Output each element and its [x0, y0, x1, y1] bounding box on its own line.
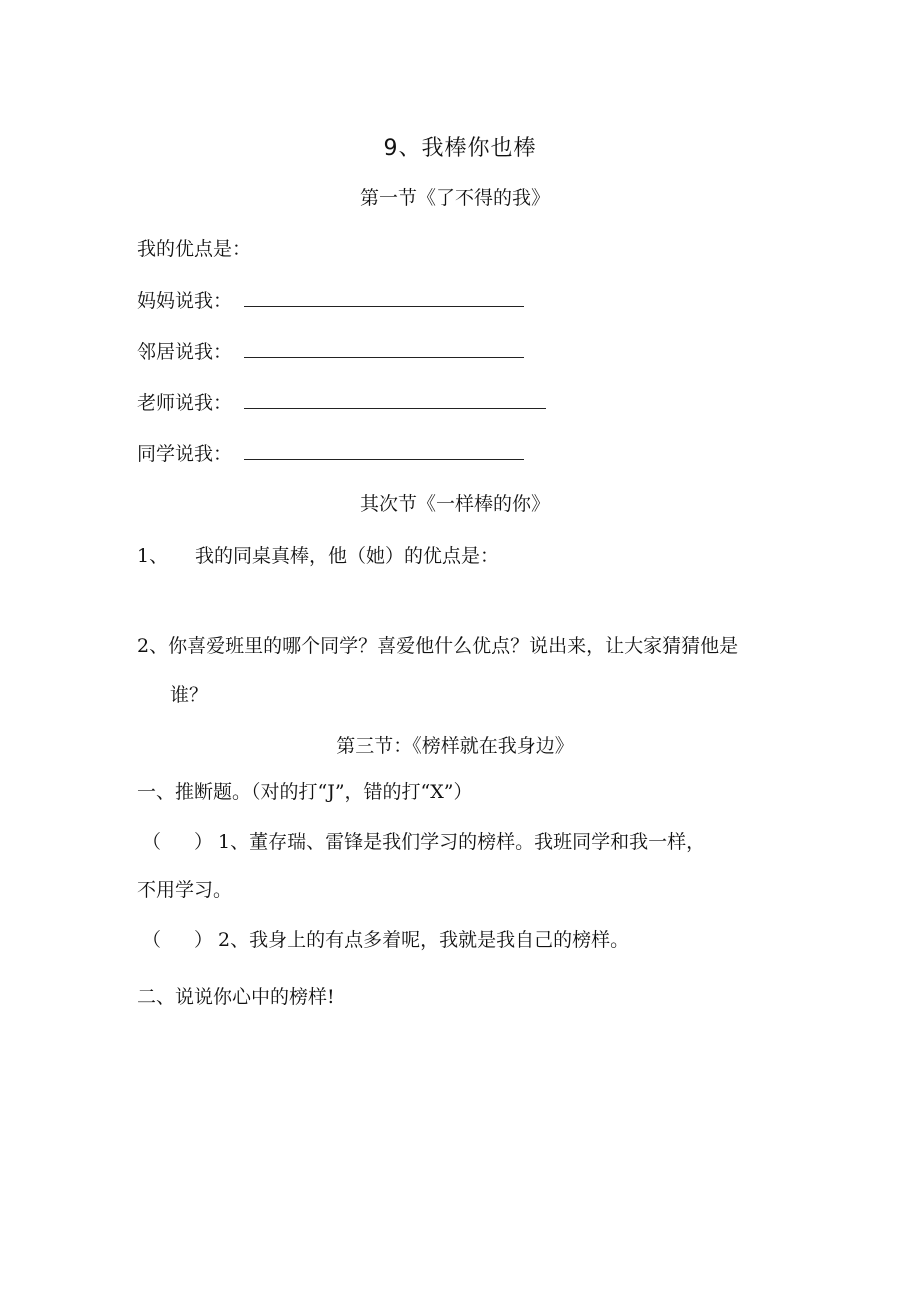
- section3-heading: 第三节：《榜样就在我身边》: [336, 735, 574, 757]
- section1-intro: 我的优点是：: [137, 238, 252, 260]
- part1-title: 一、推断题。（对的打“J”，错的打“X”）: [137, 781, 473, 803]
- item2-answer-slot[interactable]: [162, 931, 196, 951]
- item1-paren-close: ）: [194, 831, 214, 853]
- classmate-says-blank[interactable]: [244, 459, 524, 460]
- item1-paren-open: （: [142, 831, 162, 853]
- teacher-says-blank[interactable]: [244, 408, 546, 409]
- item1-text-line2: 不用学习。: [137, 879, 233, 901]
- item2-paren-close: ）: [194, 929, 214, 951]
- page-title: 9、我棒你也棒: [383, 136, 537, 161]
- mom-says-blank[interactable]: [244, 306, 524, 307]
- section2-heading: 其次节《一样棒的你》: [359, 493, 550, 515]
- item1-text-line1: 1、董存瑞、雷锋是我们学习的榜样。我班同学和我一样，: [218, 831, 706, 853]
- question-2-line2: 谁？: [170, 684, 209, 706]
- item2-text: 2、我身上的有点多着呢，我就是我自己的榜样。: [218, 929, 630, 951]
- part2-title: 二、说说你心中的榜样!: [137, 986, 335, 1008]
- classmate-says-label: 同学说我：: [137, 443, 233, 465]
- question-2-line1: 2、你喜爱班里的哪个同学？喜爱他什么优点？说出来，让大家猜猜他是: [137, 635, 739, 657]
- mom-says-label: 妈妈说我：: [137, 290, 233, 312]
- neighbor-says-label: 邻居说我：: [137, 341, 233, 363]
- question-1-number: 1、: [137, 545, 169, 567]
- neighbor-says-blank[interactable]: [244, 357, 524, 358]
- section1-heading: 第一节《了不得的我》: [359, 187, 550, 209]
- teacher-says-label: 老师说我：: [137, 392, 233, 414]
- item2-paren-open: （: [142, 929, 162, 951]
- question-1-text: 我的同桌真棒，他（她）的优点是：: [195, 545, 500, 567]
- item1-answer-slot[interactable]: [162, 833, 196, 853]
